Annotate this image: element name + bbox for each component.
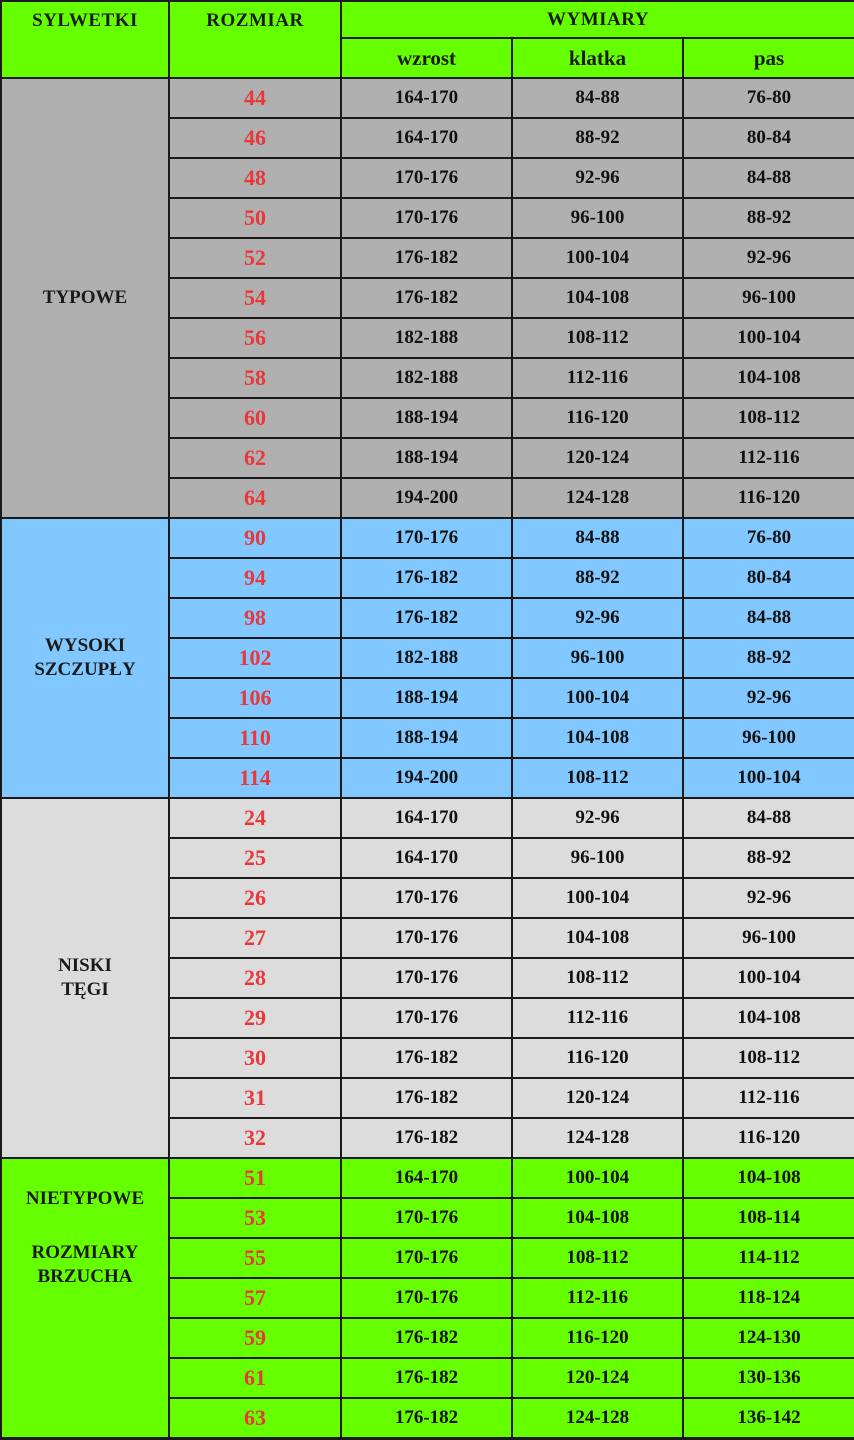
chest-cell: 124-128 bbox=[512, 478, 683, 518]
size-cell: 48 bbox=[169, 158, 341, 198]
chest-cell: 88-92 bbox=[512, 118, 683, 158]
height-cell: 170-176 bbox=[341, 1198, 512, 1238]
height-cell: 164-170 bbox=[341, 1158, 512, 1198]
size-cell: 57 bbox=[169, 1278, 341, 1318]
waist-cell: 130-136 bbox=[683, 1358, 854, 1398]
waist-cell: 124-130 bbox=[683, 1318, 854, 1358]
height-cell: 176-182 bbox=[341, 598, 512, 638]
waist-cell: 88-92 bbox=[683, 198, 854, 238]
height-cell: 170-176 bbox=[341, 958, 512, 998]
waist-cell: 108-114 bbox=[683, 1198, 854, 1238]
chest-cell: 108-112 bbox=[512, 1238, 683, 1278]
height-cell: 170-176 bbox=[341, 878, 512, 918]
waist-cell: 88-92 bbox=[683, 638, 854, 678]
header-height: wzrost bbox=[341, 38, 512, 78]
size-chart-body bbox=[1, 78, 854, 1438]
waist-cell: 104-108 bbox=[683, 998, 854, 1038]
waist-cell: 80-84 bbox=[683, 118, 854, 158]
size-cell: 98 bbox=[169, 598, 341, 638]
height-cell: 170-176 bbox=[341, 518, 512, 558]
height-cell: 170-176 bbox=[341, 1278, 512, 1318]
chest-cell: 84-88 bbox=[512, 518, 683, 558]
silhouette-niski bbox=[1, 798, 169, 1158]
chest-cell: 92-96 bbox=[512, 598, 683, 638]
chest-cell: 108-112 bbox=[512, 958, 683, 998]
chest-cell: 100-104 bbox=[512, 1158, 683, 1198]
waist-cell: 96-100 bbox=[683, 918, 854, 958]
height-cell: 194-200 bbox=[341, 758, 512, 798]
waist-cell: 112-116 bbox=[683, 1078, 854, 1118]
size-cell: 59 bbox=[169, 1318, 341, 1358]
size-cell: 94 bbox=[169, 558, 341, 598]
size-cell: 58 bbox=[169, 358, 341, 398]
header-waist: pas bbox=[683, 38, 854, 78]
waist-cell: 104-108 bbox=[683, 358, 854, 398]
size-cell: 52 bbox=[169, 238, 341, 278]
height-cell: 176-182 bbox=[341, 238, 512, 278]
height-cell: 170-176 bbox=[341, 158, 512, 198]
size-cell: 110 bbox=[169, 718, 341, 758]
size-cell: 106 bbox=[169, 678, 341, 718]
waist-cell: 104-108 bbox=[683, 1158, 854, 1198]
chest-cell: 108-112 bbox=[512, 758, 683, 798]
table-row bbox=[1, 798, 854, 838]
height-cell: 170-176 bbox=[341, 198, 512, 238]
silhouette-typowe bbox=[1, 78, 169, 518]
height-cell: 182-188 bbox=[341, 638, 512, 678]
chest-cell: 96-100 bbox=[512, 638, 683, 678]
waist-cell: 116-120 bbox=[683, 478, 854, 518]
waist-cell: 112-116 bbox=[683, 438, 854, 478]
size-cell: 114 bbox=[169, 758, 341, 798]
chest-cell: 104-108 bbox=[512, 718, 683, 758]
waist-cell: 76-80 bbox=[683, 518, 854, 558]
chest-cell: 104-108 bbox=[512, 278, 683, 318]
size-cell: 60 bbox=[169, 398, 341, 438]
size-cell: 53 bbox=[169, 1198, 341, 1238]
height-cell: 164-170 bbox=[341, 798, 512, 838]
height-cell: 164-170 bbox=[341, 78, 512, 118]
chest-cell: 108-112 bbox=[512, 318, 683, 358]
height-cell: 176-182 bbox=[341, 1358, 512, 1398]
height-cell: 176-182 bbox=[341, 1398, 512, 1438]
chest-cell: 84-88 bbox=[512, 78, 683, 118]
size-cell: 56 bbox=[169, 318, 341, 358]
waist-cell: 80-84 bbox=[683, 558, 854, 598]
waist-cell: 92-96 bbox=[683, 238, 854, 278]
chest-cell: 96-100 bbox=[512, 198, 683, 238]
header-chest: klatka bbox=[512, 38, 683, 78]
header-silhouettes: SYLWETKI bbox=[1, 1, 169, 78]
size-cell: 50 bbox=[169, 198, 341, 238]
waist-cell: 116-120 bbox=[683, 1118, 854, 1158]
waist-cell: 100-104 bbox=[683, 318, 854, 358]
height-cell: 170-176 bbox=[341, 918, 512, 958]
silhouette-label: NIETYPOWE bbox=[25, 1188, 145, 1209]
height-cell: 182-188 bbox=[341, 358, 512, 398]
height-cell: 188-194 bbox=[341, 438, 512, 478]
chest-cell: 100-104 bbox=[512, 238, 683, 278]
size-cell: 90 bbox=[169, 518, 341, 558]
chest-cell: 100-104 bbox=[512, 678, 683, 718]
chest-cell: 96-100 bbox=[512, 838, 683, 878]
size-cell: 31 bbox=[169, 1078, 341, 1118]
height-cell: 182-188 bbox=[341, 318, 512, 358]
size-cell: 64 bbox=[169, 478, 341, 518]
header-size: ROZMIAR bbox=[169, 1, 341, 78]
height-cell: 164-170 bbox=[341, 838, 512, 878]
size-cell: 25 bbox=[169, 838, 341, 878]
waist-cell: 136-142 bbox=[683, 1398, 854, 1438]
chest-cell: 112-116 bbox=[512, 998, 683, 1038]
waist-cell: 92-96 bbox=[683, 878, 854, 918]
table-row bbox=[1, 78, 854, 118]
chest-cell: 92-96 bbox=[512, 158, 683, 198]
size-cell: 62 bbox=[169, 438, 341, 478]
height-cell: 176-182 bbox=[341, 1038, 512, 1078]
chest-cell: 92-96 bbox=[512, 798, 683, 838]
height-cell: 188-194 bbox=[341, 718, 512, 758]
size-cell: 54 bbox=[169, 278, 341, 318]
waist-cell: 84-88 bbox=[683, 158, 854, 198]
waist-cell: 92-96 bbox=[683, 678, 854, 718]
silhouette-sublabel: ROZMIARY BRZUCHA bbox=[31, 1242, 139, 1287]
size-cell: 55 bbox=[169, 1238, 341, 1278]
height-cell: 176-182 bbox=[341, 1318, 512, 1358]
size-cell: 30 bbox=[169, 1038, 341, 1078]
waist-cell: 100-104 bbox=[683, 958, 854, 998]
waist-cell: 88-92 bbox=[683, 838, 854, 878]
height-cell: 170-176 bbox=[341, 998, 512, 1038]
height-cell: 188-194 bbox=[341, 398, 512, 438]
size-cell: 102 bbox=[169, 638, 341, 678]
height-cell: 164-170 bbox=[341, 118, 512, 158]
chest-cell: 124-128 bbox=[512, 1398, 683, 1438]
chest-cell: 100-104 bbox=[512, 878, 683, 918]
chest-cell: 116-120 bbox=[512, 398, 683, 438]
waist-cell: 96-100 bbox=[683, 718, 854, 758]
height-cell: 188-194 bbox=[341, 678, 512, 718]
size-cell: 32 bbox=[169, 1118, 341, 1158]
chest-cell: 116-120 bbox=[512, 1318, 683, 1358]
chest-cell: 120-124 bbox=[512, 1078, 683, 1118]
waist-cell: 84-88 bbox=[683, 598, 854, 638]
height-cell: 176-182 bbox=[341, 1078, 512, 1118]
chest-cell: 104-108 bbox=[512, 1198, 683, 1238]
height-cell: 176-182 bbox=[341, 278, 512, 318]
height-cell: 176-182 bbox=[341, 1118, 512, 1158]
height-cell: 170-176 bbox=[341, 1238, 512, 1278]
chest-cell: 112-116 bbox=[512, 1278, 683, 1318]
size-cell: 28 bbox=[169, 958, 341, 998]
silhouette-label: WYSOKI SZCZUPŁY bbox=[34, 635, 136, 680]
waist-cell: 84-88 bbox=[683, 798, 854, 838]
chest-cell: 116-120 bbox=[512, 1038, 683, 1078]
chest-cell: 124-128 bbox=[512, 1118, 683, 1158]
size-cell: 63 bbox=[169, 1398, 341, 1438]
waist-cell: 118-124 bbox=[683, 1278, 854, 1318]
silhouette-niety bbox=[1, 1158, 169, 1438]
size-cell: 44 bbox=[169, 78, 341, 118]
height-cell: 176-182 bbox=[341, 558, 512, 598]
size-cell: 46 bbox=[169, 118, 341, 158]
size-cell: 26 bbox=[169, 878, 341, 918]
waist-cell: 114-112 bbox=[683, 1238, 854, 1278]
silhouette-label: TYPOWE bbox=[42, 287, 128, 308]
waist-cell: 96-100 bbox=[683, 278, 854, 318]
height-cell: 194-200 bbox=[341, 478, 512, 518]
size-cell: 24 bbox=[169, 798, 341, 838]
chest-cell: 88-92 bbox=[512, 558, 683, 598]
header-dimensions: WYMIARY bbox=[341, 1, 854, 38]
chest-cell: 120-124 bbox=[512, 1358, 683, 1398]
size-cell: 51 bbox=[169, 1158, 341, 1198]
chest-cell: 120-124 bbox=[512, 438, 683, 478]
waist-cell: 76-80 bbox=[683, 78, 854, 118]
table-row bbox=[1, 1158, 854, 1198]
size-cell: 29 bbox=[169, 998, 341, 1038]
waist-cell: 108-112 bbox=[683, 398, 854, 438]
size-cell: 27 bbox=[169, 918, 341, 958]
waist-cell: 100-104 bbox=[683, 758, 854, 798]
silhouette-label: NISKI TĘGI bbox=[58, 955, 112, 1000]
waist-cell: 108-112 bbox=[683, 1038, 854, 1078]
silhouette-wysoki bbox=[1, 518, 169, 798]
chest-cell: 112-116 bbox=[512, 358, 683, 398]
size-cell: 61 bbox=[169, 1358, 341, 1398]
chest-cell: 104-108 bbox=[512, 918, 683, 958]
table-row bbox=[1, 518, 854, 558]
